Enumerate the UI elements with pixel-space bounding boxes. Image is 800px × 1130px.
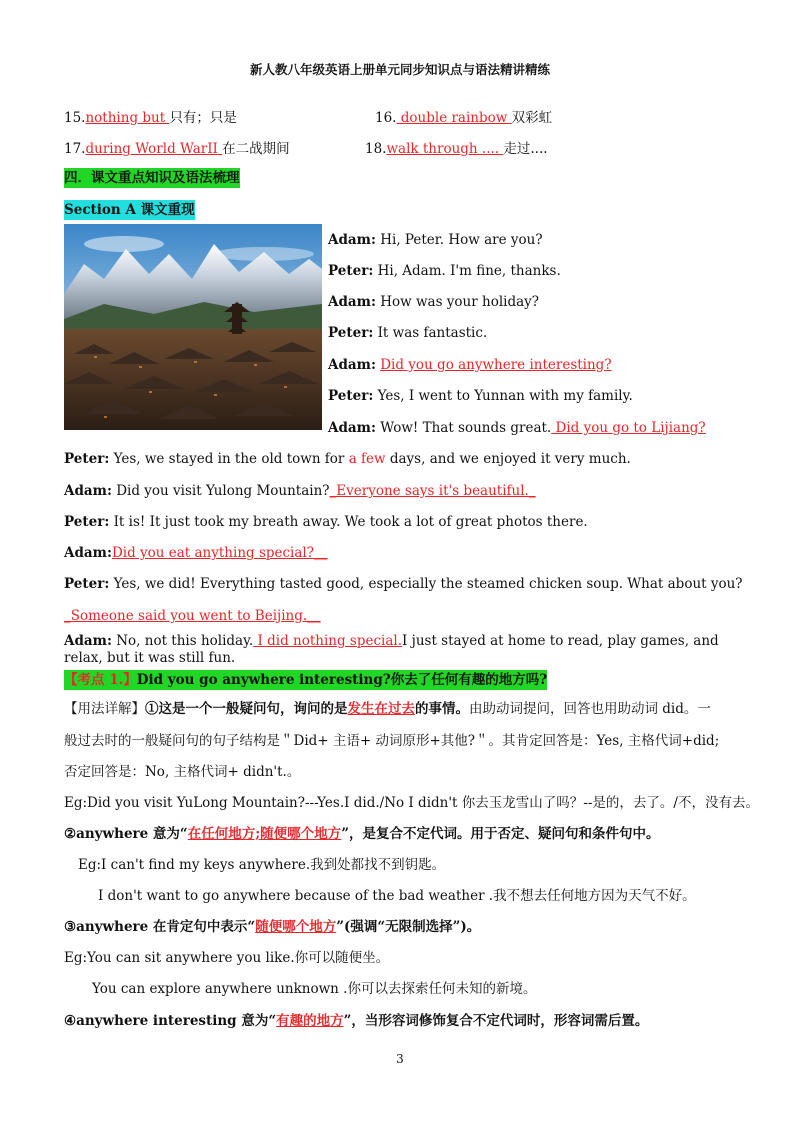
section-heading-text: Section A 课文重现: [64, 202, 195, 218]
dialogue-answer: a few: [348, 451, 386, 467]
vocab-cn: 在二战期间: [222, 141, 290, 157]
example-2: Eg:I can't find my keys anywhere.我到处都找不到钥匙。: [78, 857, 446, 873]
vocab-en: during World WarII: [85, 141, 223, 157]
dialogue-line-6: [328, 388, 633, 404]
vocab-num: 18.: [365, 141, 387, 157]
vocab-cn: 只有；只是: [169, 110, 237, 126]
usage-line-3: 否定回答是：No, 主格代词+ didn't.。: [64, 764, 301, 780]
vocab-cn: 双彩虹: [511, 110, 553, 126]
example-3: I don't want to go anywhere because of the bad weather .我不想去任何地方因为天气不好。: [98, 888, 696, 904]
example-1: Eg:Did you visit YuLong Mountain?---Yes.I did./No I didn't 你去玉龙雪山了吗？--是的，去了。/不，没有去。: [64, 795, 759, 811]
dialogue-line-11: [64, 545, 327, 561]
section-heading-four: [64, 166, 240, 186]
speaker: Peter:: [64, 514, 110, 530]
kaodian-text: Did you go anywhere interesting?你去了任何有趣的地方吗?: [136, 672, 548, 688]
usage-text: ”，当形容词修饰复合不定代词时，形容词需后置。: [343, 1013, 649, 1029]
speaker: Adam:: [328, 357, 376, 373]
dialogue-text: Wow! That sounds great.: [375, 420, 552, 436]
dialogue-text: Hi, Adam. I'm fine, thanks.: [373, 263, 561, 279]
section-heading-text: 四．课文重点知识及语法梳理: [64, 170, 240, 186]
dialogue-text: No, not this holiday.: [111, 633, 254, 649]
usage-key: 在任何地方;随便哪个地方: [187, 826, 342, 842]
dialogue-line-2: [328, 263, 561, 279]
vocab-en: walk through ....: [386, 141, 504, 157]
dialogue-line-10: [64, 514, 588, 530]
usage-text: ”，是复合不定代词。用于否定、疑问句和条件句中。: [341, 826, 660, 842]
usage-point-2: [64, 822, 659, 842]
usage-key: 有趣的地方: [276, 1013, 344, 1029]
example-4: Eg:You can sit anywhere you like.你可以随便坐。: [64, 950, 390, 966]
usage-line-1: [64, 697, 711, 717]
dialogue-answer: _Someone said you went to Beijing.__: [64, 608, 321, 624]
dialogue-text: Yes, we did! Everything tasted good, especially the steamed chicken soup. What about you?: [109, 576, 743, 592]
speaker: Adam:: [64, 483, 112, 499]
vocab-num: 15.: [64, 110, 86, 126]
section-heading-a: [64, 198, 195, 218]
kaodian-heading: [64, 668, 547, 688]
dialogue-line-9: [64, 483, 536, 499]
vocab-item-16: [375, 106, 552, 126]
page-number: 3: [396, 1052, 404, 1066]
usage-text: ④anywhere interesting 意为“: [64, 1013, 277, 1029]
dialogue-line-13: [64, 608, 321, 624]
usage-label: 【用法详解】: [64, 701, 145, 717]
usage-point-4: [64, 1009, 648, 1029]
dialogue-text: How was your holiday?: [375, 294, 540, 310]
dialogue-line-7: [328, 420, 706, 436]
dialogue-answer: _Everyone says it's beautiful._: [329, 483, 536, 499]
speaker: Peter:: [328, 388, 374, 404]
usage-key: 随便哪个地方: [255, 919, 337, 935]
usage-text: 的事情。: [415, 701, 469, 717]
speaker: Adam:: [328, 420, 376, 436]
example-5: You can explore anywhere unknown .你可以去探索任何未知的新境。: [92, 981, 537, 997]
dialogue-line-14: [64, 633, 740, 667]
vocab-cn: 走过....: [503, 141, 548, 157]
dialogue-text: Yes, I went to Yunnan with my family.: [373, 388, 633, 404]
dialogue-answer: Did you go anywhere interesting?: [380, 357, 612, 373]
dialogue-text: I just stayed at home to read, play games, and relax, but it was still fun.: [64, 633, 719, 666]
usage-text: 由助动词提问，回答也用助动词 did。一: [469, 701, 711, 717]
dialogue-line-8: [64, 451, 631, 467]
speaker: Peter:: [64, 576, 110, 592]
lijiang-landscape-image: [64, 224, 322, 430]
dialogue-text: Did you visit Yulong Mountain?: [111, 483, 330, 499]
speaker: Adam:: [64, 545, 112, 561]
usage-text: ”(强调“无限制选择”)。: [336, 919, 481, 935]
dialogue-text: It was fantastic.: [373, 325, 488, 341]
speaker: Adam:: [328, 232, 376, 248]
usage-text: ③anywhere 在肯定句中表示“: [64, 919, 256, 935]
dialogue-line-4: [328, 325, 487, 341]
usage-key: 发生在过去: [347, 701, 415, 717]
usage-text: ①这是一个一般疑问句，询问的是: [145, 701, 348, 717]
dialogue-answer: Did you eat anything special?__: [111, 545, 328, 561]
speaker: Adam:: [64, 633, 112, 649]
dialogue-text: Hi, Peter. How are you?: [375, 232, 543, 248]
kaodian-bg: [64, 670, 547, 690]
vocab-en: double rainbow: [396, 110, 512, 126]
dialogue-line-12: [64, 576, 743, 592]
dialogue-line-1: [328, 232, 543, 248]
vocab-item-17: [64, 137, 290, 157]
dialogue-text: days, and we enjoyed it very much.: [385, 451, 631, 467]
usage-point-3: [64, 915, 480, 935]
usage-line-2: 般过去时的一般疑问句的句子结构是＂Did+ 主语+ 动词原形+其他?＂。其肯定回答是：Yes, 主格代词+did;: [64, 733, 720, 749]
dialogue-text: Yes, we stayed in the old town for: [109, 451, 349, 467]
page-header: 新人教八年级英语上册单元同步知识点与语法精讲精练: [249, 62, 550, 77]
speaker: Peter:: [64, 451, 110, 467]
dialogue-text: It is! It just took my breath away. We took a lot of great photos there.: [109, 514, 588, 530]
dialogue-line-5: [328, 357, 612, 373]
dialogue-line-3: [328, 294, 539, 310]
vocab-item-15: [64, 106, 237, 126]
kaodian-label: 【考点 1.】: [64, 672, 137, 688]
speaker: Peter:: [328, 325, 374, 341]
vocab-en: nothing but: [85, 110, 170, 126]
dialogue-answer: I did nothing special.: [253, 633, 403, 649]
dialogue-answer: Did you go to Lijiang?: [551, 420, 706, 436]
usage-text: ②anywhere 意为“: [64, 826, 188, 842]
vocab-num: 17.: [64, 141, 86, 157]
speaker: Adam:: [328, 294, 376, 310]
vocab-item-18: [365, 137, 548, 157]
speaker: Peter:: [328, 263, 374, 279]
vocab-num: 16.: [375, 110, 397, 126]
